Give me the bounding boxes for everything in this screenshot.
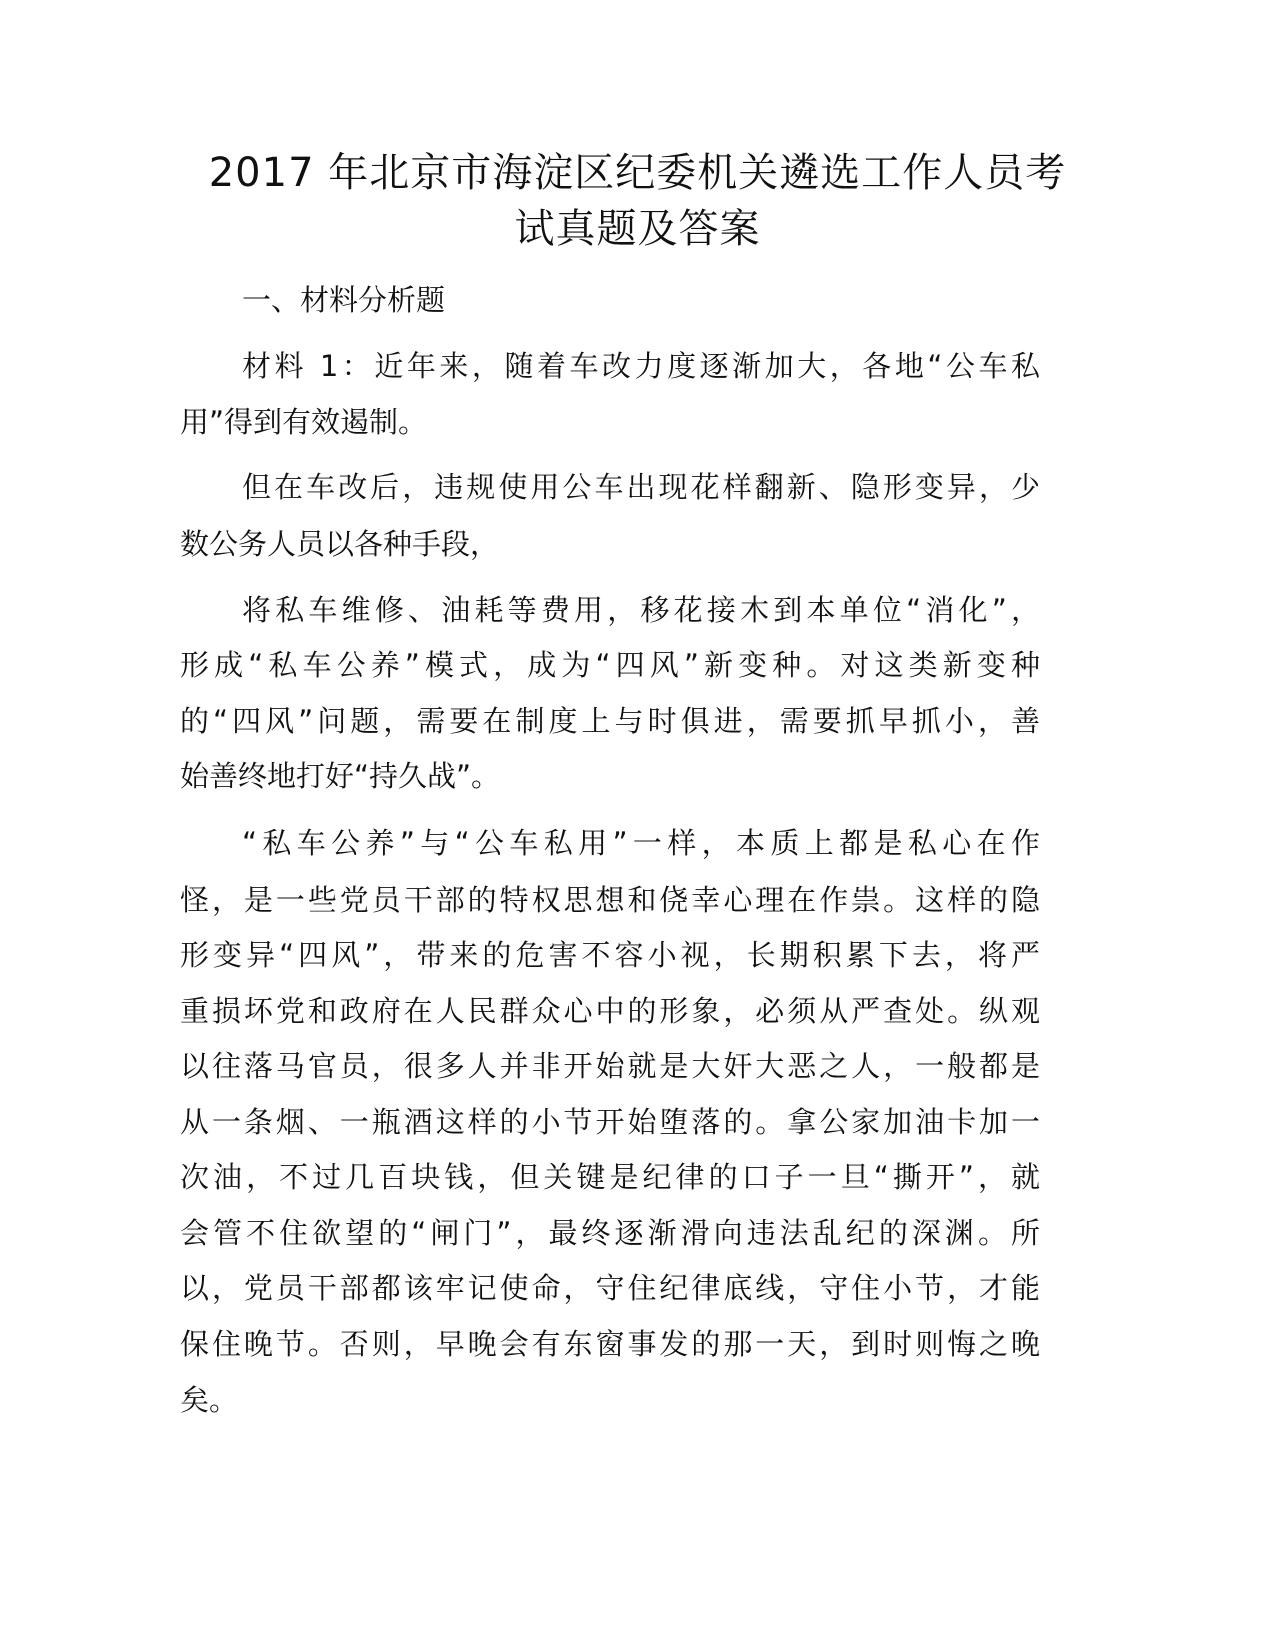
paragraph-line: 矣。 — [180, 1383, 239, 1417]
paragraph-line: 形变异“四风”，带来的危害不容小视，长期积累下去，将严 — [180, 938, 1040, 972]
paragraph-line: 但在车改后，违规使用公车出现花样翻新、隐形变异，少 — [242, 470, 1040, 504]
paragraph-line: 的“四风”问题，需要在制度上与时俱进，需要抓早抓小，善 — [180, 704, 1040, 738]
paragraph-line: 始善终地打好“持久战”。 — [180, 759, 501, 793]
paragraph-line: “私车公养”与“公车私用”一样，本质上都是私心在作 — [242, 826, 1040, 860]
paragraph-line: 材料 1：近年来，随着车改力度逐渐加大，各地“公车私 — [242, 349, 1040, 383]
title-line-2: 试真题及答案 — [514, 206, 761, 252]
paragraph-line: 数公务人员以各种手段， — [180, 527, 500, 561]
paragraph-line: 保住晚节。否则，早晚会有东窗事发的那一天，到时则悔之晚 — [180, 1327, 1040, 1361]
paragraph-line: 会管不住欲望的“闸门”，最终逐渐滑向违法乱纪的深渊。所 — [180, 1216, 1040, 1250]
paragraph-line: 次油，不过几百块钱，但关键是纪律的口子一旦“撕开”，就 — [180, 1160, 1040, 1194]
paragraph-line: 以往落马官员，很多人并非开始就是大奸大恶之人，一般都是 — [180, 1049, 1040, 1083]
paragraph-line: 将私车维修、油耗等费用，移花接木到本单位“消化”， — [242, 593, 1040, 627]
paragraph-line: 怪，是一些党员干部的特权思想和侥幸心理在作祟。这样的隐 — [180, 883, 1040, 917]
section-heading: 一、材料分析题 — [242, 283, 446, 317]
paragraph-line: 用”得到有效遏制。 — [180, 405, 428, 439]
paragraph-line: 形成“私车公养”模式，成为“四风”新变种。对这类新变种 — [180, 648, 1040, 682]
document-title — [150, 145, 1125, 257]
paragraph-line: 从一条烟、一瓶酒这样的小节开始堕落的。拿公家加油卡加一 — [180, 1105, 1040, 1139]
paragraph-line: 以，党员干部都该牢记使命，守住纪律底线，守住小节，才能 — [180, 1271, 1040, 1305]
title-line-1: 2017 年北京市海淀区纪委机关遴选工作人员考 — [208, 150, 1067, 196]
paragraph-line: 重损坏党和政府在人民群众心中的形象，必须从严查处。纵观 — [180, 994, 1040, 1028]
